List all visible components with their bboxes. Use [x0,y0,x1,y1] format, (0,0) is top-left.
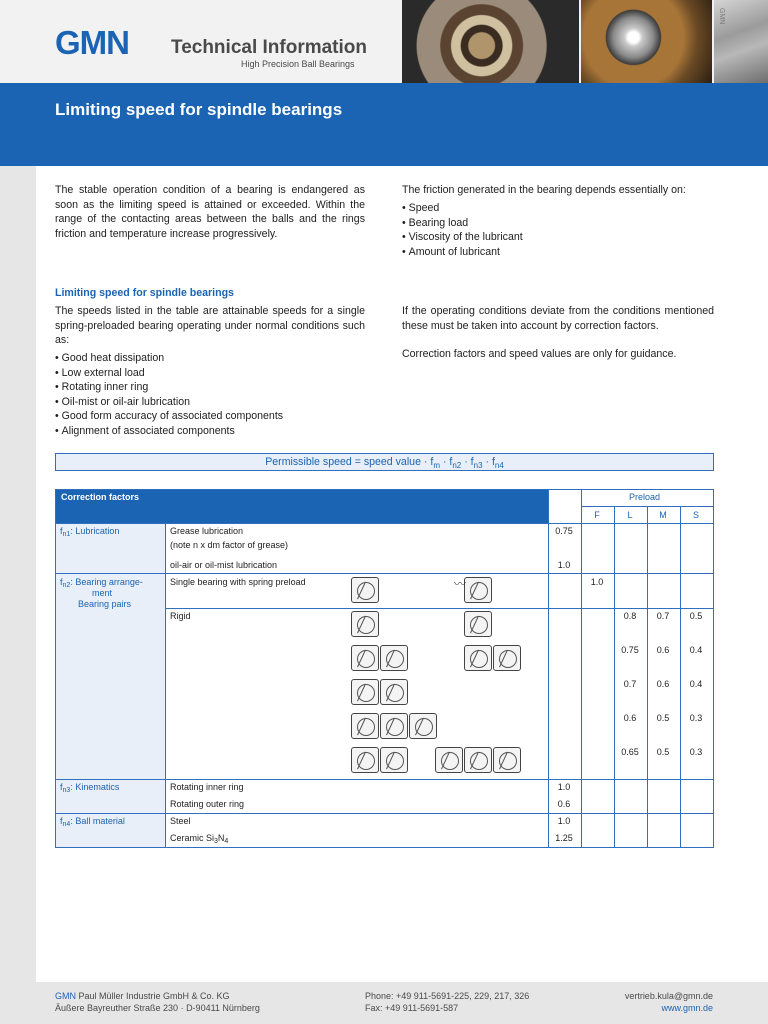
friction-list [402,201,714,259]
correction-factors-table [55,489,714,848]
conditions-list [55,351,367,439]
footer-fax: Fax: +49 911-5691-587 [365,1003,459,1013]
single-bearing-value: 1.0 [590,577,604,587]
oil-air-label: oil-air or oil-mist lubrication [170,560,278,570]
spring-icon: 〰 [454,577,467,591]
list-item: • Good form accuracy of associated components [55,409,367,424]
friction-lead: The friction generated in the bearing depends essentially on: [402,184,686,196]
bearing-diagram [351,645,379,671]
ceramic-text: Ceramic Si [170,833,215,843]
ceramic-value: 1.25 [555,833,573,843]
bearing-diagram [464,747,492,773]
section-heading: Limiting speed for spindle bearings [55,287,234,299]
rigid-s-value: 0.3 [689,713,703,723]
bearing-diagram [435,747,463,773]
formula-text: · f [461,456,474,468]
table-rule [680,506,681,848]
rigid-l-value: 0.8 [623,611,637,621]
fn-title: : Bearing arrange- [70,577,143,587]
bearing-diagram [493,747,521,773]
preload-col-l: L [627,510,633,520]
grease-note: (note n x dm factor of grease) [170,540,289,550]
intro-paragraph: The stable operation condition of a bearing is endangered as soon as the limiting speed is attained or exceeded. Within the range of the contacting areas between the balls and the rings friction and temperature increase progressively. [55,184,365,240]
fn4-label [60,816,125,830]
steel-label: Steel [170,816,191,826]
photo-brand-label: GMN [718,8,725,25]
footer-phone: Phone: +49 911-5691-225, 229, 217, 326 [365,991,530,1001]
footer-email[interactable]: vertrieb.kula@gmn.de [624,991,713,1001]
rigid-label: Rigid [170,611,191,621]
table-rule [581,489,582,848]
footer-address: Äußere Bayreuther Straße 230 · D-90411 Nürnberg [55,1003,260,1013]
table-rule [55,813,714,814]
list-item: • Viscosity of the lubricant [402,230,714,245]
fn1-label [60,526,119,540]
bearing-diagram [351,611,379,637]
fn-sub: n1 [62,531,71,538]
bearing-diagram [464,611,492,637]
bearing-diagram [351,577,379,603]
bearing-diagram [380,713,408,739]
rigid-l-value: 0.75 [621,645,639,655]
list-item: • Good heat dissipation [55,351,367,366]
bearing-diagram [493,645,521,671]
fn-sub: n2 [62,582,71,589]
bearing-diagram [380,645,408,671]
preload-col-m: M [659,510,667,520]
ceramic-sub: 3 [214,838,218,845]
oil-air-value: 1.0 [557,560,571,570]
inner-ring-label: Rotating inner ring [170,782,244,792]
list-item: • Rotating inner ring [55,380,367,395]
fn-symbol: f [60,816,63,826]
rigid-s-value: 0.3 [689,747,703,757]
table-rule [713,489,714,848]
outer-ring-value: 0.6 [557,799,571,809]
bearing-diagram [380,679,408,705]
rigid-s-value: 0.4 [689,645,703,655]
footer-brand: GMN [55,991,76,1001]
formula-text: · f [482,456,495,468]
footer-contact [365,990,529,1014]
single-bearing-label: Single bearing with spring preload [170,577,306,587]
table-rule [55,779,714,780]
bearing-photo-cage [402,0,579,83]
list-item: • Alignment of associated components [55,424,367,439]
bearing-diagram [351,679,379,705]
ceramic-text: N [217,833,225,843]
footer-company-name: Paul Müller Industrie GmbH & Co. KG [76,991,230,1001]
gmn-logo: GMN [55,24,129,61]
rigid-s-value: 0.5 [689,611,703,621]
bearing-diagram [380,747,408,773]
bearing-photo-balls [581,0,712,83]
formula-text: Permissible speed = speed value · f [265,456,434,468]
outer-ring-label: Rotating outer ring [170,799,245,809]
section-paragraph: The speeds listed in the table are attainable speeds for a single spring-preloaded bearing operating under normal conditions such as: [55,305,365,347]
rigid-s-value: 0.4 [689,679,703,689]
preload-header: Preload [629,492,661,502]
grease-value: 0.75 [555,526,573,536]
table-rule [55,489,56,848]
bearing-diagram [464,645,492,671]
rigid-m-value: 0.5 [656,747,670,757]
formula-sub: n2 [452,461,462,471]
formula-sub: m [433,461,440,471]
rigid-m-value: 0.5 [656,713,670,723]
grease-label: Grease lubrication [170,526,244,536]
fn-symbol: f [60,526,63,536]
rigid-l-value: 0.7 [623,679,637,689]
permissible-speed-formula [55,453,714,471]
fn2-label-line2: ment [92,588,113,598]
fn-title: : Kinematics [70,782,120,792]
rigid-m-value: 0.7 [656,611,670,621]
bearing-diagram [409,713,437,739]
preload-col-s: S [692,510,699,520]
fn-sub: n4 [62,821,71,828]
rigid-l-value: 0.6 [623,713,637,723]
bearing-diagram [351,747,379,773]
table-rule [55,489,714,490]
inner-ring-value: 1.0 [557,782,571,792]
table-rule [614,506,615,848]
fn-sub: n3 [62,787,71,794]
formula-sub: n3 [473,461,483,471]
table-header-label: Correction factors [61,492,140,502]
fn2-label-line3: Bearing pairs [78,599,132,609]
list-item: • Speed [402,201,714,216]
table-rule [165,608,714,609]
list-item: • Amount of lubricant [402,245,714,260]
rigid-m-value: 0.6 [656,645,670,655]
preload-col-f: F [594,510,600,520]
list-item: • Low external load [55,366,367,381]
page-title: Limiting speed for spindle bearings [55,100,343,119]
fn-title: : Lubrication [70,526,120,536]
deviation-paragraph: If the operating conditions deviate from the conditions mentioned these must be taken into account by correction factors. [402,305,714,332]
fn-title: : Ball material [70,816,125,826]
list-item: • Bearing load [402,216,714,231]
steel-value: 1.0 [557,816,571,826]
header-subtitle: High Precision Ball Bearings [241,59,355,69]
footer-company [55,990,260,1014]
footer-website-link[interactable]: www.gmn.de [661,1003,713,1013]
footer-links [625,990,713,1014]
bearing-diagram [351,713,379,739]
ceramic-label [170,833,228,847]
header-title: Technical Information [171,37,368,58]
list-item: • Oil-mist or oil-air lubrication [55,395,367,410]
formula-sub: n4 [494,461,504,471]
fn-symbol: f [60,782,63,792]
fn3-label [60,782,119,796]
title-banner [0,83,768,166]
formula-text: · f [440,456,453,468]
bearing-diagram [464,577,492,603]
ceramic-sub: 4 [224,838,229,845]
table-rule [548,489,549,848]
rigid-m-value: 0.6 [656,679,670,689]
table-rule [55,847,714,848]
page-header [0,0,768,83]
table-rule [165,523,166,848]
table-rule [55,523,714,524]
table-rule [55,573,714,574]
guidance-paragraph: Correction factors and speed values are only for guidance. [402,348,677,360]
rigid-l-value: 0.65 [621,747,639,757]
table-rule [647,506,648,848]
fn-symbol: f [60,577,63,587]
